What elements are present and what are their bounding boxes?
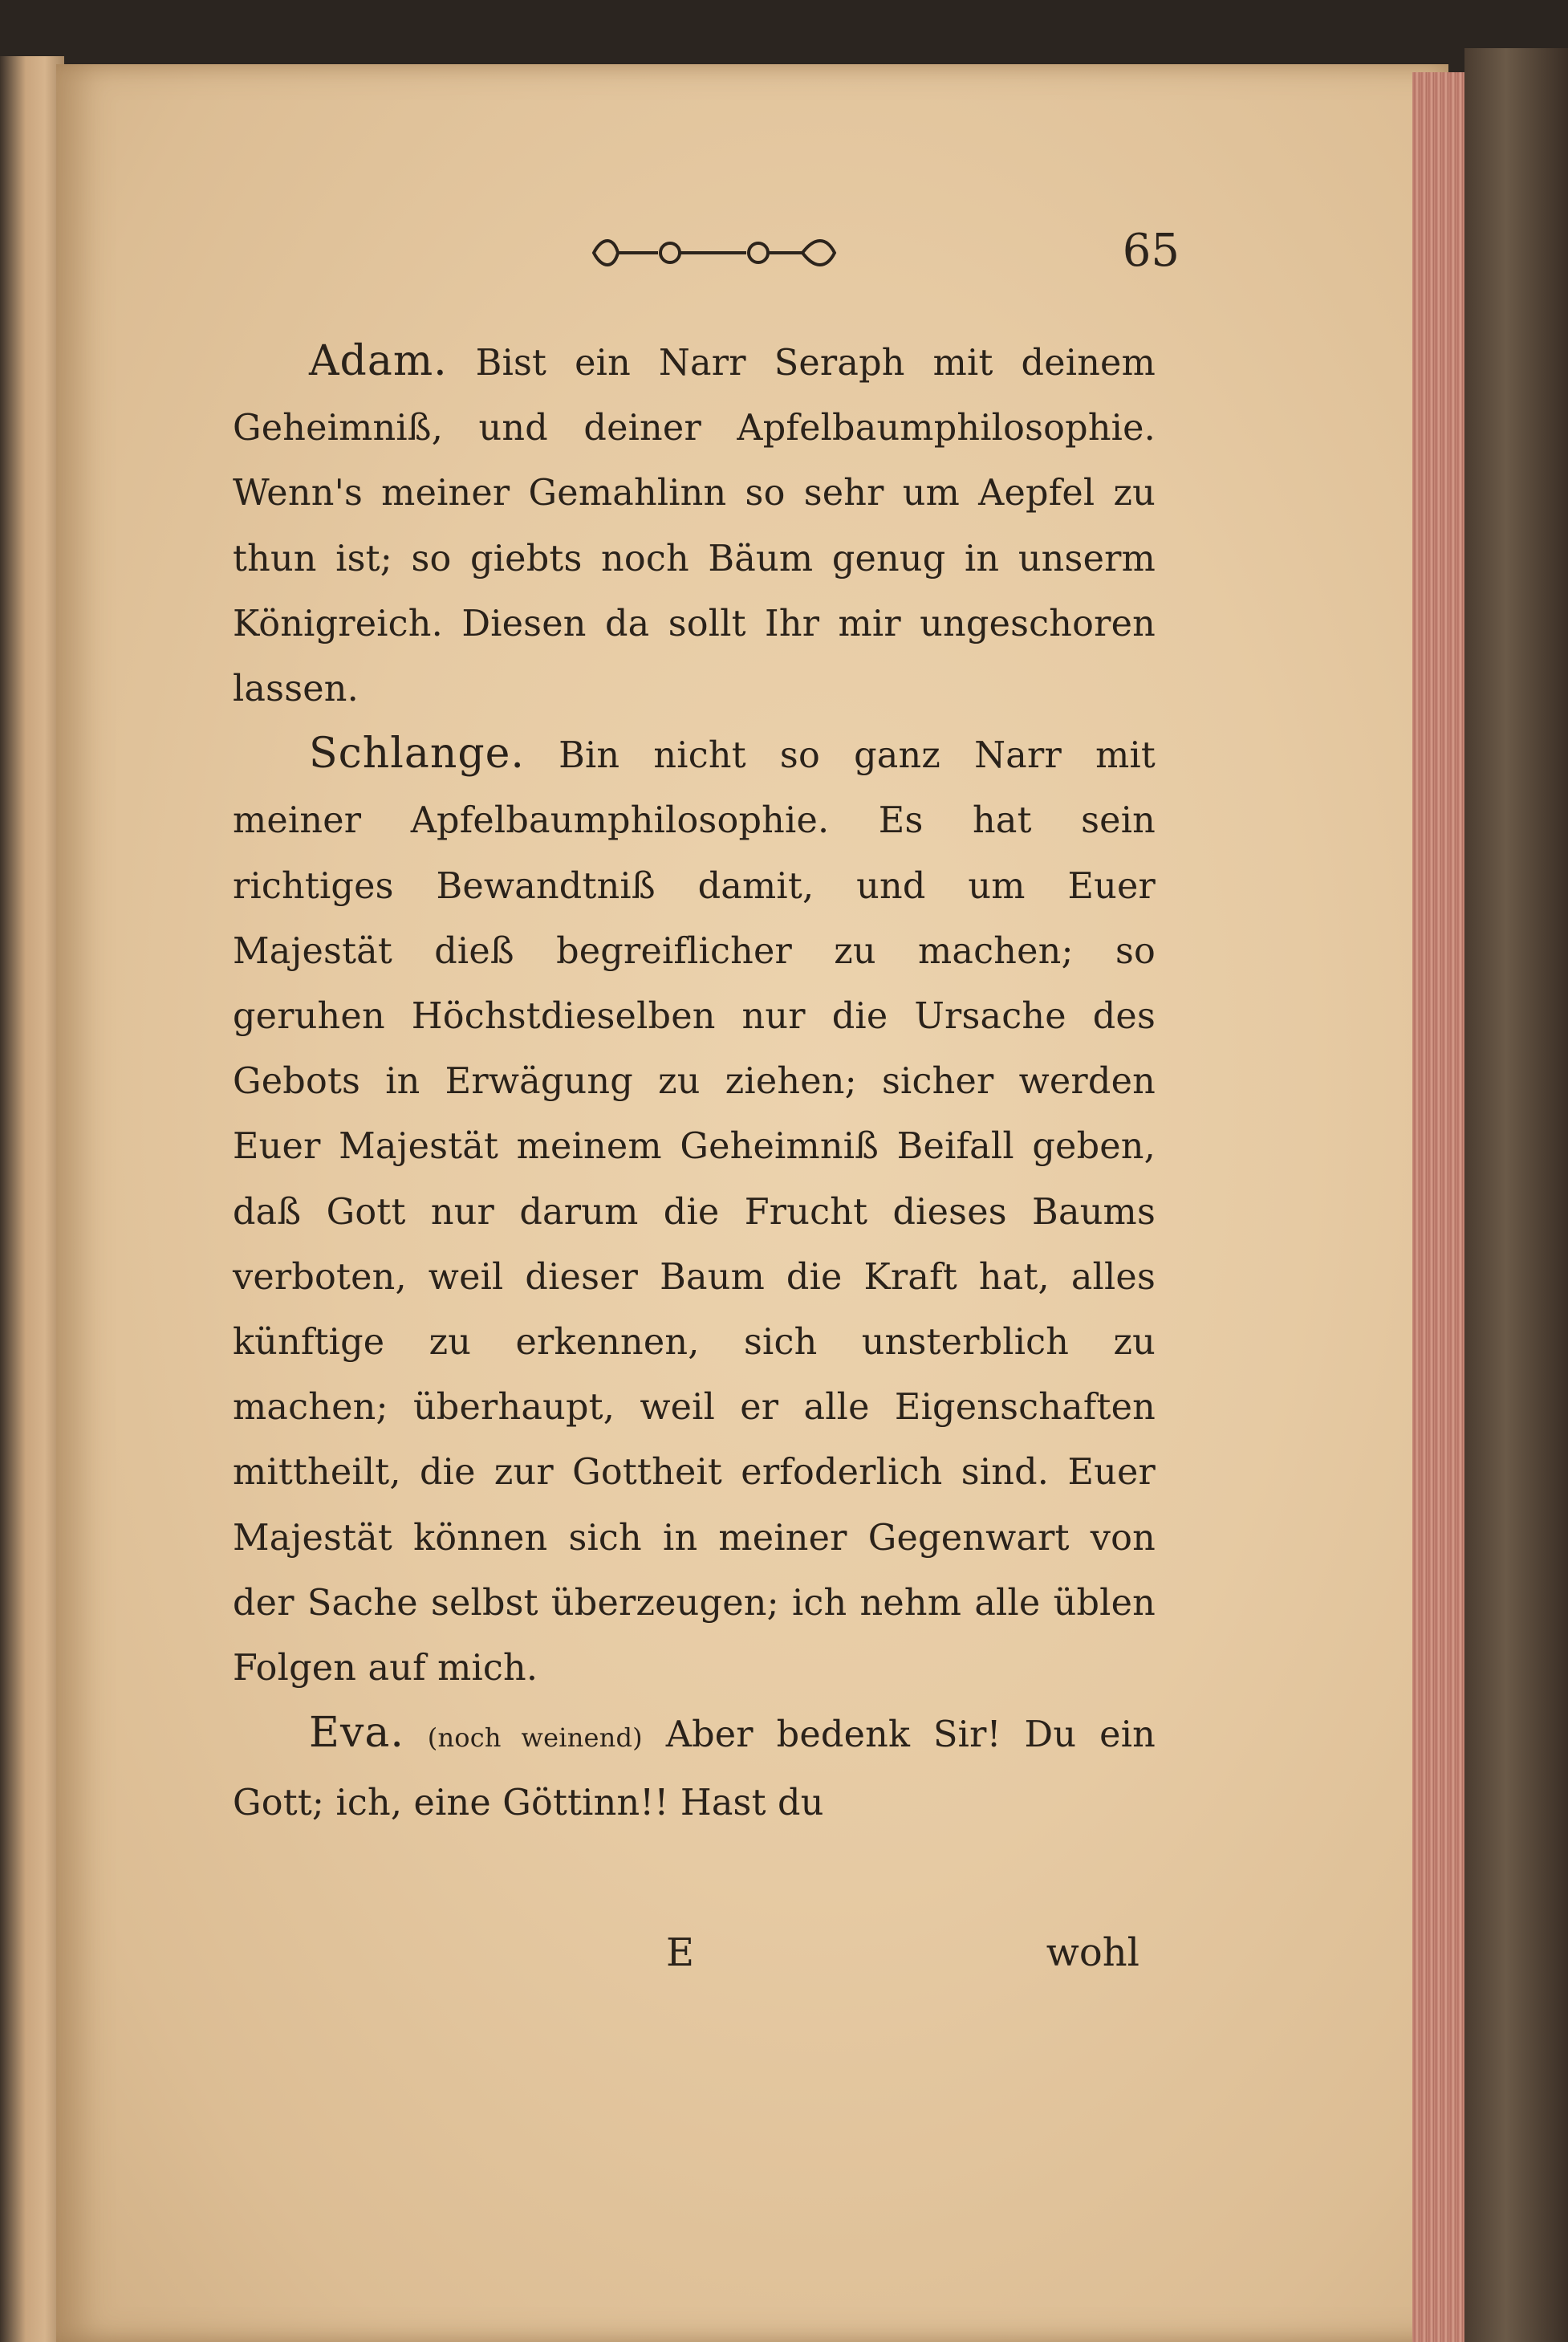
paragraph-schlange [233,722,1156,1701]
text-block [233,329,1156,1836]
head-ornament-icon [586,229,843,277]
speaker-name: Schlange. [309,730,525,779]
paragraph-text: Aber bedenk Sir! Du ein Gott; ich, eine Göttinn!! Hast du [233,1714,1156,1824]
page-block-edge [1412,72,1468,2342]
paragraph-text: Bin nicht so ganz Narr mit meiner Apfelbaumphilosophie. Es hat sein richtiges Bewandtniß damit, und um Euer Majestät dieß begreiflicher zu machen; so geruhen Höchstdieselben nur die Ursache des Gebots in Erwägung zu ziehen; sicher werden Euer Majestät meinem Geheimniß Beifall geben, daß Gott nur darum die Frucht dieses Baums verboten, weil dieser Baum die Kraft hat, alles künftige zu erkennen, sich unsterblich zu machen; überhaupt, weil er alle Eigenschaften mittheilt, die zur Gottheit erfoderlich sind. Euer Majestät können sich in meiner Gegenwart von der Sache selbst überzeugen; ich nehm alle üblen Folgen auf mich. [233,735,1156,1689]
book-binding [1464,48,1568,2342]
paragraph-eva [233,1701,1156,1836]
paragraph-adam [233,329,1156,722]
page-footer [233,1930,1156,1994]
page-number: 65 [1122,225,1180,277]
stage-direction: (noch weinend) [427,1722,643,1754]
speaker-name: Adam. [309,337,448,385]
paragraph-text: Bist ein Narr Seraph mit deinem Geheimniß, und deiner Apfelbaumphilosophie. Wenn's meiner Gemahlinn so sehr um Aepfel zu thun ist; so giebts noch Bäum genug in unserm Königreich. Diesen da sollt Ihr mir ungeschoren lassen. [233,343,1156,710]
speaker-name: Eva. [309,1709,404,1758]
catchword: wohl [1046,1930,1139,1975]
signature-mark: E [666,1930,695,1975]
previous-page-edge [0,56,64,2342]
